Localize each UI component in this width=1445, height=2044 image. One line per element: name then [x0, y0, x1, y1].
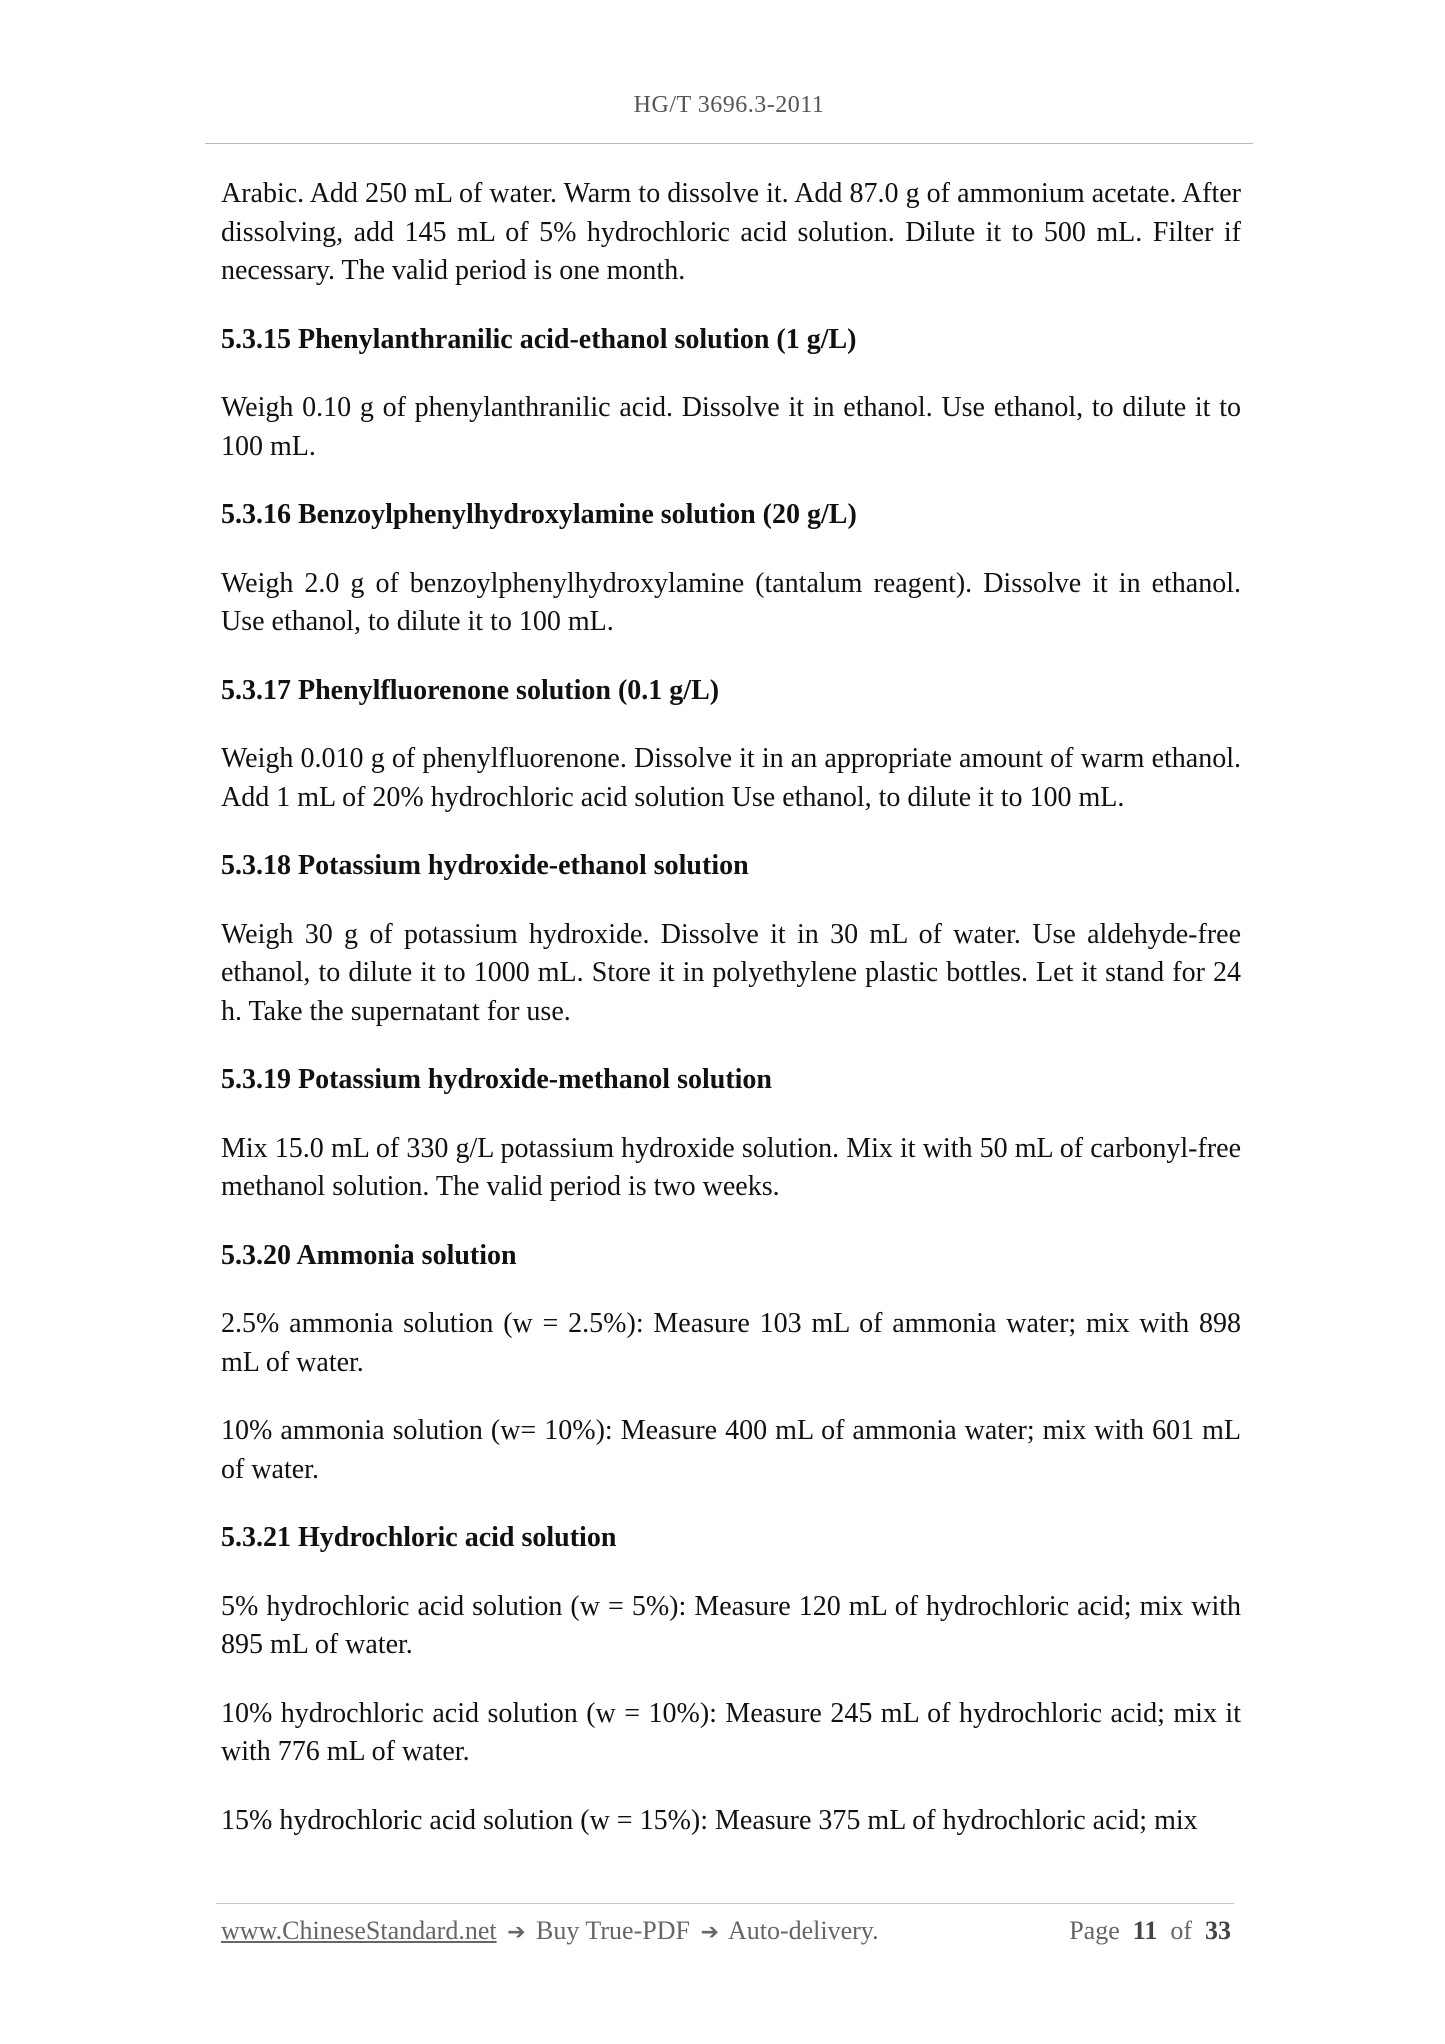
block-spacer: [221, 1275, 1241, 1305]
body-paragraph: Weigh 0.010 g of phenylfluorenone. Dissolve it in an appropriate amount of warm ethanol. Add 1 mL of 20% hydrochloric acid solution Use ethanol, to dilute it to 100 mL.: [221, 743, 1241, 813]
block-spacer: [221, 1558, 1241, 1588]
block-spacer: [221, 359, 1241, 389]
block-spacer: [221, 1207, 1241, 1237]
section-heading: 5.3.15 Phenylanthranilic acid-ethanol solution (1 g/L): [221, 323, 857, 355]
right-arrow-icon: ➔: [700, 1920, 719, 1945]
body-paragraph: 5% hydrochloric acid solution (w = 5%): Measure 120 mL of hydrochloric acid; mix with 895 mL of water.: [221, 1590, 1241, 1660]
auto-delivery-text: Auto-delivery.: [727, 1916, 879, 1945]
block-spacer: [221, 1382, 1241, 1412]
section-heading: 5.3.19 Potassium hydroxide-methanol solution: [221, 1064, 772, 1095]
block-spacer: [221, 817, 1241, 847]
block-spacer: [221, 535, 1241, 565]
section-heading: 5.3.21 Hydrochloric acid solution: [221, 1522, 617, 1553]
body-paragraph: Weigh 2.0 g of benzoylphenylhydroxylamine (tantalum reagent). Dissolve it in ethanol. Use ethanol, to dilute it to 100 mL.: [221, 567, 1241, 637]
website-link[interactable]: www.ChineseStandard.net: [221, 1916, 497, 1945]
body-paragraph: 10% ammonia solution (w= 10%): Measure 400 mL of ammonia water; mix with 601 mL of water.: [221, 1415, 1241, 1485]
block-spacer: [221, 1100, 1241, 1130]
body-paragraph: 2.5% ammonia solution (w = 2.5%): Measure 103 mL of ammonia water; mix with 898 mL of water.: [221, 1308, 1241, 1378]
page-indicator: [1069, 1916, 1231, 1946]
block-spacer: [221, 642, 1241, 672]
body-paragraph: Weigh 30 g of potassium hydroxide. Dissolve it in 30 mL of water. Use aldehyde-free ethanol, to dilute it to 1000 mL. Store it in polyethylene plastic bottles. Let it stand for 24 h. Take the supernatant for use.: [221, 918, 1241, 1027]
page-total: 33: [1205, 1916, 1231, 1945]
block-spacer: [221, 291, 1241, 321]
page-footer: [221, 1916, 1231, 1950]
block-spacer: [221, 1772, 1241, 1802]
footer-divider: [216, 1903, 1234, 1904]
block-spacer: [221, 1665, 1241, 1695]
block-spacer: [221, 1489, 1241, 1519]
page-current: 11: [1132, 1916, 1158, 1945]
section-heading: 5.3.18 Potassium hydroxide-ethanol solution: [221, 850, 749, 881]
block-spacer: [221, 466, 1241, 496]
document-body: [221, 175, 1241, 1840]
section-heading: 5.3.20 Ammonia solution: [221, 1239, 517, 1271]
page-header: HG/T 3696.3-2011: [633, 92, 825, 118]
block-spacer: [221, 886, 1241, 916]
body-paragraph: Weigh 0.10 g of phenylanthranilic acid. Dissolve it in ethanol. Use ethanol, to dilute it to 100 mL.: [221, 392, 1241, 462]
block-spacer: [221, 710, 1241, 740]
body-paragraph: 15% hydrochloric acid solution (w = 15%): Measure 375 mL of hydrochloric acid; mix: [221, 1804, 1198, 1836]
page-of-label: of: [1170, 1916, 1192, 1945]
section-heading: 5.3.16 Benzoylphenylhydroxylamine solution (20 g/L): [221, 499, 857, 530]
buy-true-pdf-text: Buy True-PDF: [536, 1916, 690, 1945]
body-paragraph: 10% hydrochloric acid solution (w = 10%): Measure 245 mL of hydrochloric acid; mix it with 776 mL of water.: [221, 1697, 1241, 1767]
page-label: Page: [1069, 1916, 1120, 1945]
section-heading: 5.3.17 Phenylfluorenone solution (0.1 g/L): [221, 674, 720, 706]
body-paragraph: Arabic. Add 250 mL of water. Warm to dissolve it. Add 87.0 g of ammonium acetate. After dissolving, add 145 mL of 5% hydrochloric acid solution. Dilute it to 500 mL. Filter if necessary. The valid period is one month.: [221, 178, 1241, 286]
header-divider: [205, 143, 1253, 144]
footer-links: [221, 1916, 879, 1946]
right-arrow-icon: ➔: [507, 1920, 526, 1945]
block-spacer: [221, 1031, 1241, 1061]
body-paragraph: Mix 15.0 mL of 330 g/L potassium hydroxide solution. Mix it with 50 mL of carbonyl-free methanol solution. The valid period is two weeks.: [221, 1132, 1241, 1202]
